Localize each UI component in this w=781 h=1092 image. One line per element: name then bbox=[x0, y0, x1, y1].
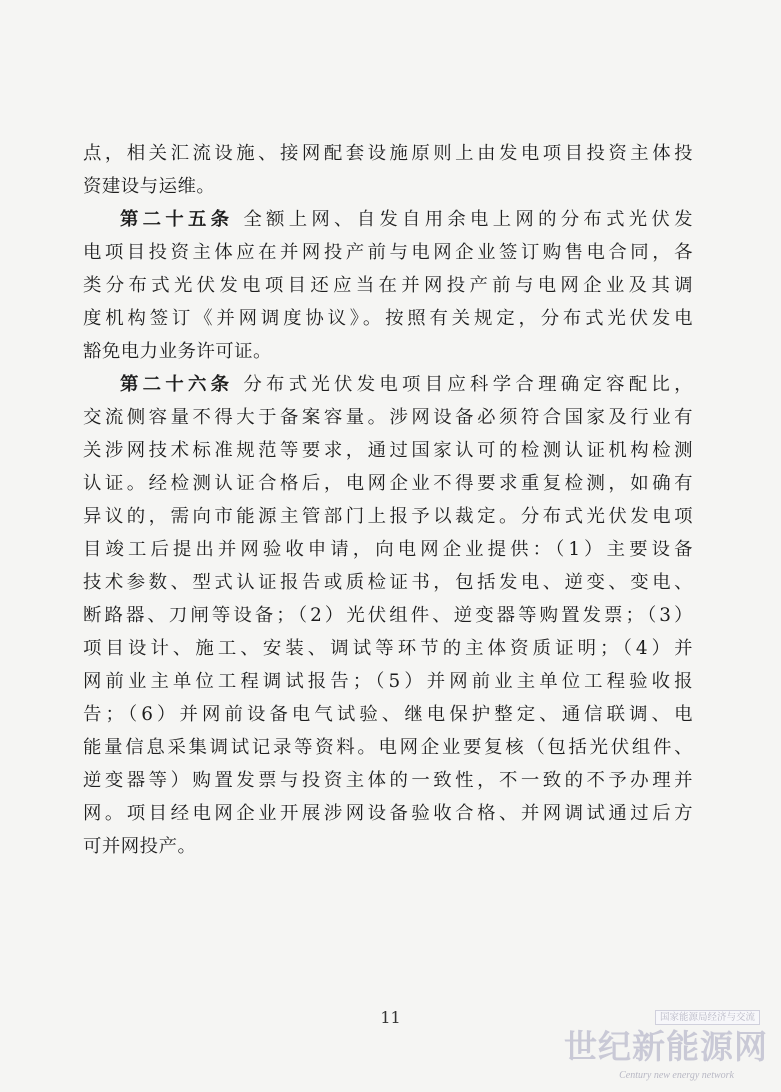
watermark-subtitle: Century new energy network bbox=[619, 1070, 734, 1081]
body-text bbox=[83, 137, 693, 863]
text-line: 技术参数、型式认证报告或质检证书，包括发电、逆变、变电、 bbox=[83, 572, 693, 593]
text-line: 告；（6）并网前设备电气试验、继电保护整定、通信联调、电 bbox=[83, 704, 693, 725]
text-line: 目竣工后提出并网验收申请，向电网企业提供：（1）主要设备 bbox=[83, 539, 693, 560]
article-first-line bbox=[83, 368, 693, 401]
text-line: 可并网投产。 bbox=[83, 836, 197, 857]
text-line: 断路器、刀闸等设备；（2）光伏组件、逆变器等购置发票；（3） bbox=[83, 605, 693, 626]
text-line: 交流侧容量不得大于备案容量。涉网设备必须符合国家及行业有 bbox=[83, 407, 693, 428]
text-line: 网前业主单位工程调试报告；（5）并网前业主单位工程验收报 bbox=[83, 671, 693, 692]
watermark-logo-text: 世纪新能源网 bbox=[564, 1027, 768, 1066]
text-line: 类分布式光伏发电项目还应当在并网投产前与电网企业及其调 bbox=[83, 275, 693, 296]
article-first-line bbox=[83, 203, 693, 236]
text-line: 关涉网技术标准规范等要求，通过国家认可的检测认证机构检测 bbox=[83, 440, 693, 461]
text-line: 项目设计、施工、安装、调试等环节的主体资质证明；（4）并 bbox=[83, 638, 693, 659]
text-line: 度机构签订《并网调度协议》。按照有关规定，分布式光伏发电 bbox=[83, 308, 693, 329]
text-line: 能量信息采集调试记录等资料。电网企业要复核（包括光伏组件、 bbox=[83, 737, 693, 758]
text-line: 点，相关汇流设施、接网配套设施原则上由发电项目投资主体投 bbox=[83, 143, 693, 164]
article-title: 第二十五条 bbox=[120, 209, 234, 230]
article-title: 第二十六条 bbox=[120, 374, 234, 395]
watermark bbox=[538, 1010, 774, 1088]
text-line: 异议的，需向市能源主管部门上报予以裁定。分布式光伏发电项 bbox=[83, 506, 693, 527]
text-line: 网。项目经电网企业开展涉网设备验收合格、并网调试通过后方 bbox=[83, 803, 693, 824]
text-line: 资建设与运维。 bbox=[83, 176, 216, 197]
text-line: 逆变器等）购置发票与投资主体的一致性，不一致的不予办理并 bbox=[83, 770, 693, 791]
watermark-tag: 国家能源局经济与交流 bbox=[655, 1010, 760, 1025]
text-line: 认证。经检测认证合格后，电网企业不得要求重复检测，如确有 bbox=[83, 473, 693, 494]
page-number: 11 bbox=[380, 1008, 401, 1027]
text-line: 豁免电力业务许可证。 bbox=[83, 341, 272, 362]
text-line: 分布式光伏发电项目应科学合理确定容配比， bbox=[243, 374, 693, 395]
text-line: 全额上网、自发自用余电上网的分布式光伏发 bbox=[243, 209, 693, 230]
text-line: 电项目投资主体应在并网投产前与电网企业签订购售电合同，各 bbox=[83, 242, 693, 263]
